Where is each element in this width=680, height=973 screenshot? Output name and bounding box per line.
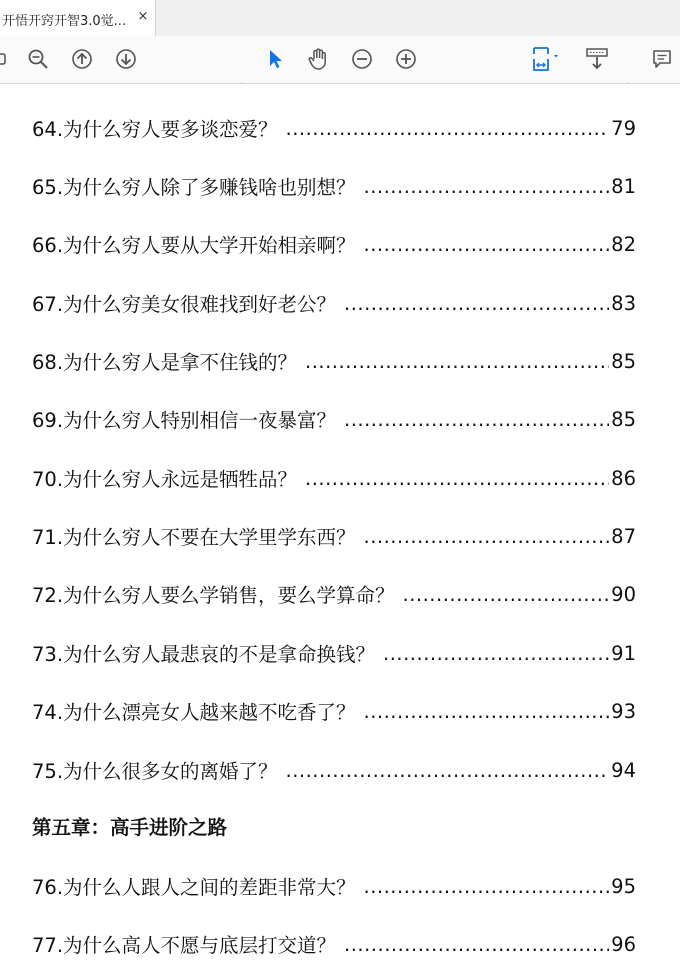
toc-entry-page: 91 (611, 641, 636, 665)
toc-entry[interactable] (32, 347, 636, 375)
toc-entry-title: 70.为什么穷人永远是牺牲品？ (32, 468, 298, 491)
toc-entry[interactable] (32, 230, 636, 258)
toc-leader-dots (344, 408, 609, 431)
toc-entry-page: 86 (611, 466, 636, 490)
toc-entry-page: 96 (611, 932, 636, 956)
toc-entry[interactable] (32, 639, 636, 667)
hand-partial-icon[interactable] (0, 46, 12, 72)
toc-entry[interactable] (32, 114, 636, 142)
toc-entry-page: 93 (611, 699, 636, 723)
document-tab[interactable] (0, 0, 156, 36)
toc-entry-title: 64.为什么穷人要多谈恋爱？ (32, 118, 278, 141)
toc-leader-dots (364, 525, 610, 548)
toc-entry[interactable] (32, 464, 636, 492)
toc-entry[interactable] (32, 872, 636, 900)
page-down-icon[interactable] (113, 46, 139, 72)
toc-entry-page: 81 (611, 174, 636, 198)
toc-leader-dots (286, 759, 610, 782)
toc-entry-title: 72.为什么穷人要么学销售，要么学算命？ (32, 584, 395, 607)
tab-bar (0, 0, 680, 36)
toc-entry-page: 85 (611, 407, 636, 431)
toc-leader-dots (286, 117, 610, 140)
toc-entry-title: 66.为什么穷人要从大学开始相亲啊？ (32, 234, 356, 257)
toc-leader-dots (364, 700, 610, 723)
toc-entry-title: 65.为什么穷人除了多赚钱啥也别想？ (32, 176, 356, 199)
toolbar (0, 36, 680, 84)
toc-entry-page: 85 (611, 349, 636, 373)
toc-entry[interactable] (32, 405, 636, 433)
zoom-out-magnifier-icon[interactable] (25, 46, 51, 72)
toc-entry[interactable] (32, 172, 636, 200)
toc-entry-title: 73.为什么穷人最悲哀的不是拿命换钱？ (32, 643, 376, 666)
scroll-mode-icon[interactable] (584, 46, 610, 72)
toc-entry-title: 75.为什么很多女的离婚了？ (32, 760, 278, 783)
toc-entry-title: 71.为什么穷人不要在大学里学东西？ (32, 526, 356, 549)
toc-entry-page: 90 (611, 582, 636, 606)
toc-entry[interactable] (32, 930, 636, 958)
fit-page-icon[interactable] (527, 46, 567, 72)
select-cursor-icon[interactable] (262, 46, 288, 72)
toc-entry-page: 95 (611, 874, 636, 898)
toc-leader-dots (344, 933, 609, 956)
toc-leader-dots (364, 175, 610, 198)
toc-leader-dots (305, 350, 609, 373)
toc-entry-page: 94 (611, 758, 636, 782)
document-page (0, 84, 680, 973)
toc-leader-dots (364, 233, 610, 256)
toc-entry[interactable] (32, 289, 636, 317)
toc-entry-page: 79 (611, 116, 636, 140)
hand-tool-icon[interactable] (305, 46, 331, 72)
toc-leader-dots (364, 875, 610, 898)
zoom-minus-icon[interactable] (349, 46, 375, 72)
toc-entry[interactable] (32, 756, 636, 784)
comment-icon[interactable] (649, 46, 675, 72)
toc-leader-dots (383, 642, 609, 665)
toc-entry-title: 76.为什么人跟人之间的差距非常大？ (32, 876, 356, 899)
toc-entry-page: 82 (611, 232, 636, 256)
tab-title: 开悟开窍开智3.0觉... (2, 14, 127, 29)
toc-entry[interactable] (32, 580, 636, 608)
toc-leader-dots (305, 467, 609, 490)
toc-entry[interactable] (32, 522, 636, 550)
toc-entry-title: 67.为什么穷美女很难找到好老公？ (32, 293, 337, 316)
close-tab-button[interactable]: × (137, 9, 149, 24)
chapter-heading[interactable]: 第五章：高手进阶之路 (32, 816, 228, 839)
toc-entry-page: 87 (611, 524, 636, 548)
toc-entry[interactable] (32, 697, 636, 725)
toc-leader-dots (344, 292, 609, 315)
page-up-icon[interactable] (69, 46, 95, 72)
toc-entry-title: 77.为什么高人不愿与底层打交道？ (32, 934, 337, 957)
toc-entry-title: 69.为什么穷人特别相信一夜暴富？ (32, 409, 337, 432)
zoom-plus-icon[interactable] (393, 46, 419, 72)
toc-entry-title: 74.为什么漂亮女人越来越不吃香了？ (32, 701, 356, 724)
toc-entry-page: 83 (611, 291, 636, 315)
toc-leader-dots (403, 583, 610, 606)
toc-entry-title: 68.为什么穷人是拿不住钱的？ (32, 351, 298, 374)
